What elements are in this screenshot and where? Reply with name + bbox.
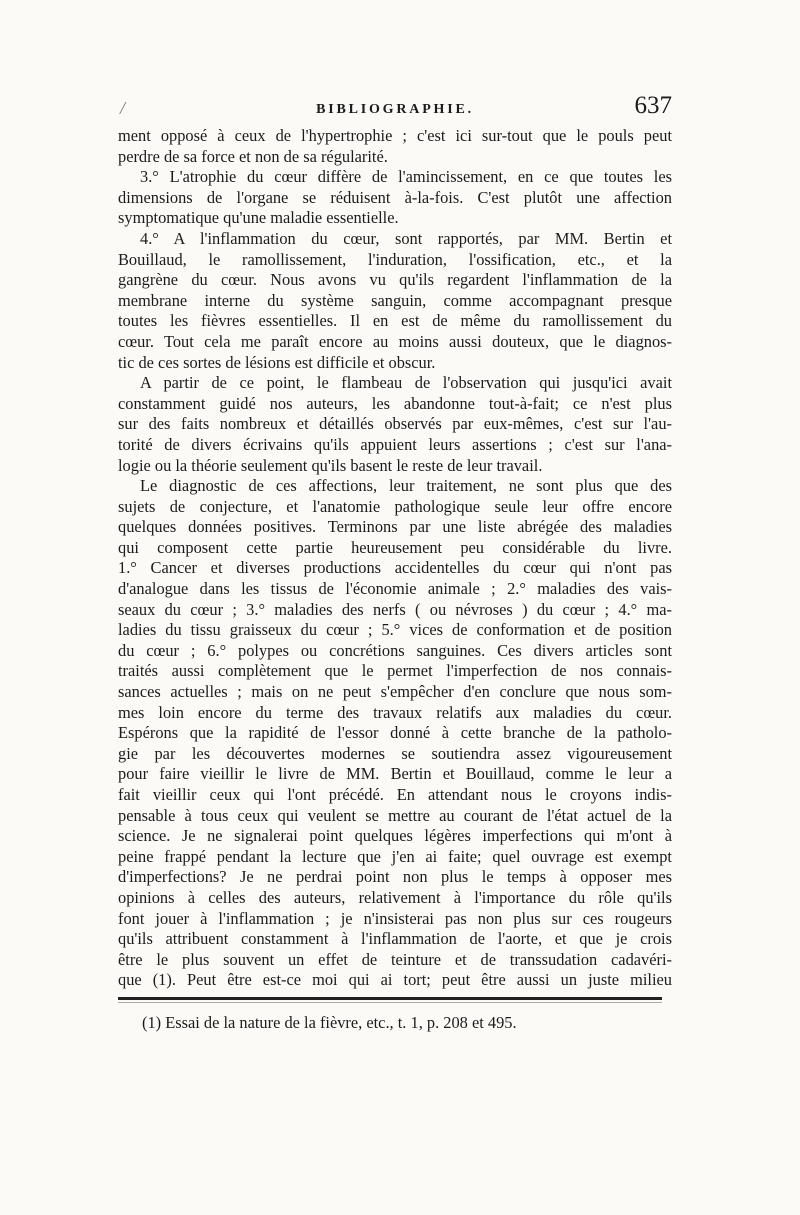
text-line: Le diagnostic de ces affections, leur traitement, ne sont plus que des: [140, 476, 672, 496]
text-line: sur des faits nombreux et détaillés observés par eux-mêmes, c'est sur l'au-: [118, 414, 672, 434]
text-line: du cœur ; 6.° polypes ou concrétions sanguines. Ces divers articles sont: [118, 640, 672, 660]
text-line: pensable à tous ceux qui veulent se mettre au courant de l'état actuel de la: [118, 805, 672, 825]
text-line: d'analogue dans les tissus de l'économie animale ; 2.° maladies des vais-: [118, 579, 672, 599]
text-line: constamment guidé nos auteurs, les abandonne tout-à-fait; ce n'est plus: [118, 393, 672, 413]
page-number: 637: [634, 92, 672, 119]
text-line: traités aussi complètement que le permet l'imperfection de nos connais-: [118, 661, 672, 681]
text-line: pour faire vieillir le livre de MM. Bertin et Bouillaud, comme le leur a: [118, 764, 672, 784]
text-line: Espérons que la rapidité de l'essor donné à cette branche de la patholo-: [118, 723, 672, 743]
text-line: qu'ils attribuent constamment à l'inflammation de l'aorte, et que je crois: [118, 929, 672, 949]
text-line: perdre de sa force et non de sa régularité.: [118, 146, 388, 166]
text-line: torité de divers écrivains qu'ils appuient leurs assertions ; c'est sur l'ana-: [118, 434, 672, 454]
text-line: font jouer à l'inflammation ; je n'insisterai pas non plus sur ces rougeurs: [118, 908, 672, 928]
footnote-rule-thin: [118, 1002, 662, 1003]
text-line: toutes les fièvres essentielles. Il en est de même du ramollissement du: [118, 311, 672, 331]
page-header: [118, 92, 672, 130]
text-line: membrane interne du système sanguin, comme accompagnant presque: [118, 290, 672, 310]
text-line: 4.° A l'inflammation du cœur, sont rapportés, par MM. Bertin et: [140, 228, 672, 248]
text-line: d'imperfections? Je ne perdrai point non plus le temps à opposer mes: [118, 867, 672, 887]
text-line: A partir de ce point, le flambeau de l'observation qui jusqu'ici avait: [140, 373, 672, 393]
text-line: Bouillaud, le ramollissement, l'induration, l'ossification, etc., et la: [118, 249, 672, 269]
text-line: 3.° L'atrophie du cœur diffère de l'amincissement, en ce que toutes les: [140, 167, 672, 187]
text-line: mes loin encore du terme des travaux relatifs aux maladies du cœur.: [118, 702, 672, 722]
text-line: peine frappé pendant la lecture que j'en ai faite; quel ouvrage est exempt: [118, 846, 672, 866]
body-text: [118, 126, 672, 991]
text-line: être le plus souvent un effet de teinture et de transsudation cadavéri-: [118, 949, 672, 969]
text-line: dimensions de l'organe se réduisent à-la-fois. C'est plutôt une affection: [118, 187, 672, 207]
text-line: 1.° Cancer et diverses productions accidentelles du cœur qui n'ont pas: [118, 558, 672, 578]
text-line: tic de ces sortes de lésions est difficile et obscur.: [118, 352, 436, 372]
text-line: seaux du cœur ; 3.° maladies des nerfs ( ou névroses ) du cœur ; 4.° ma-: [118, 599, 672, 619]
text-line: science. Je ne signalerai point quelques légères imperfections qui m'ont à: [118, 826, 672, 846]
text-line: qui composent cette partie heureusement peu considérable du livre.: [118, 537, 672, 557]
margin-mark: /: [120, 98, 126, 118]
text-line: ladies du tissu graisseux du cœur ; 5.° vices de conformation et de position: [118, 620, 672, 640]
text-line: quelques données positives. Terminons par une liste abrégée des maladies: [118, 517, 672, 537]
text-line: que (1). Peut être est-ce moi qui ai tort; peut être aussi un juste milieu: [118, 970, 672, 990]
running-head: BIBLIOGRAPHIE.: [316, 102, 474, 117]
text-line: gie par les découvertes modernes se soutiendra assez vigoureusement: [118, 743, 672, 763]
text-line: symptomatique qu'une maladie essentielle.: [118, 208, 399, 228]
text-line: gangrène du cœur. Nous avons vu qu'ils regardent l'inflammation de la: [118, 270, 672, 290]
text-line: logie ou la théorie seulement qu'ils basent le reste de leur travail.: [118, 455, 543, 475]
text-line: opinions à celles des auteurs, relativement à l'importance du rôle qu'ils: [118, 887, 672, 907]
text-line: sances actuelles ; mais on ne peut s'empêcher d'en conclure que nous som-: [118, 682, 672, 702]
footnote-rule: [118, 997, 662, 1000]
text-line: cœur. Tout cela me paraît encore au moins aussi douteux, que le diagnos-: [118, 331, 672, 351]
text-line: fait vieillir ceux qui l'ont précédé. En attendant nous le croyons indis-: [118, 785, 672, 804]
footnote: (1) Essai de la nature de la fièvre, etc., t. 1, p. 208 et 495.: [142, 1013, 517, 1032]
text-line: ment opposé à ceux de l'hypertrophie ; c'est ici sur-tout que le pouls peut: [118, 126, 672, 145]
text-line: sujets de conjecture, et l'anatomie pathologique seule leur offre encore: [118, 496, 672, 516]
